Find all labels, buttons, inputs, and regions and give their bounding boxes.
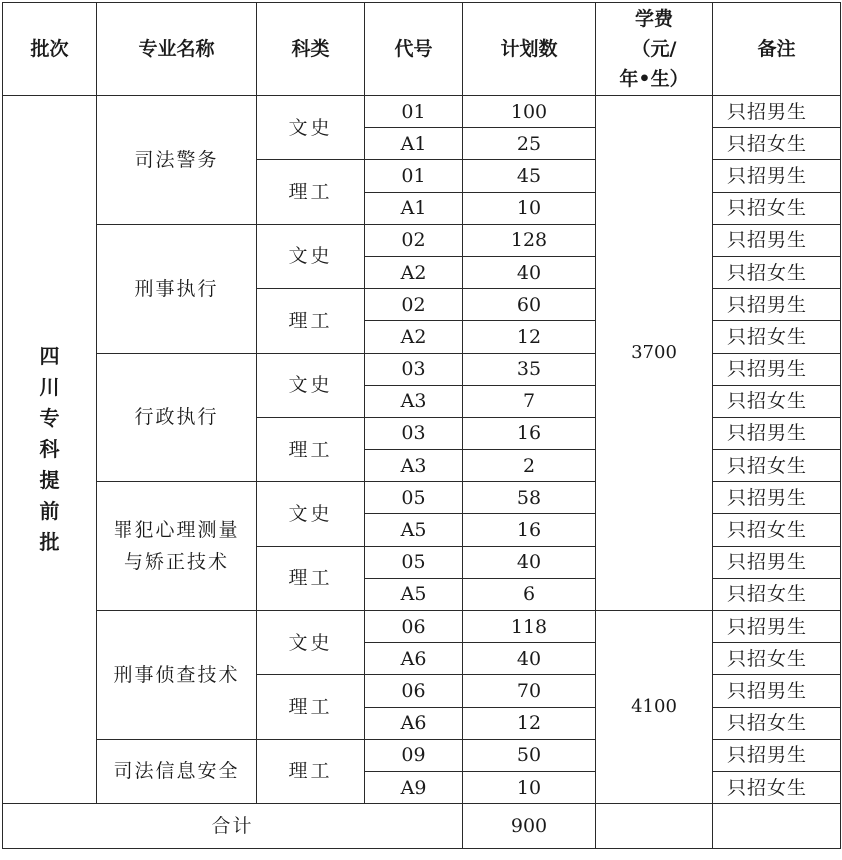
note-cell: 只招女生 bbox=[713, 514, 841, 546]
total-fee-empty bbox=[596, 804, 713, 849]
enrollment-plan-table bbox=[2, 2, 841, 849]
plan-cell: 128 bbox=[463, 224, 596, 256]
code-cell: A3 bbox=[365, 385, 463, 417]
major-name-cell bbox=[97, 353, 257, 482]
subject-cell: 理工 bbox=[257, 417, 365, 481]
code-cell: 02 bbox=[365, 224, 463, 256]
total-plan: 900 bbox=[463, 804, 596, 849]
table-row bbox=[3, 96, 841, 128]
note-cell: 只招女生 bbox=[713, 450, 841, 482]
header-plan: 计划数 bbox=[463, 3, 596, 96]
batch-cell bbox=[3, 96, 97, 804]
subject-cell: 理工 bbox=[257, 546, 365, 610]
major-name-line: 刑事执行 bbox=[134, 277, 219, 300]
note-cell: 只招男生 bbox=[713, 353, 841, 385]
major-name-line: 行政执行 bbox=[134, 406, 219, 429]
batch-name-char: 专 bbox=[39, 406, 60, 431]
major-name-line: 与矫正技术 bbox=[123, 551, 229, 574]
note-cell: 只招男生 bbox=[713, 482, 841, 514]
header-code: 代号 bbox=[365, 3, 463, 96]
batch-name-char: 前 bbox=[39, 499, 60, 524]
header-fee-line: 学费 bbox=[634, 8, 673, 30]
fee-cell: 3700 bbox=[596, 96, 713, 611]
code-cell: 03 bbox=[365, 353, 463, 385]
code-cell: 02 bbox=[365, 289, 463, 321]
note-cell: 只招女生 bbox=[713, 256, 841, 288]
plan-cell: 35 bbox=[463, 353, 596, 385]
code-cell: 05 bbox=[365, 482, 463, 514]
plan-cell: 60 bbox=[463, 289, 596, 321]
subject-cell: 理工 bbox=[257, 160, 365, 224]
major-name-cell bbox=[97, 739, 257, 803]
plan-cell: 12 bbox=[463, 707, 596, 739]
subject-cell: 文史 bbox=[257, 353, 365, 417]
batch-name-char: 提 bbox=[39, 468, 60, 493]
plan-cell: 6 bbox=[463, 578, 596, 610]
note-cell: 只招女生 bbox=[713, 578, 841, 610]
batch-name-char: 批 bbox=[39, 530, 60, 555]
note-cell: 只招女生 bbox=[713, 643, 841, 675]
note-cell: 只招女生 bbox=[713, 385, 841, 417]
note-cell: 只招男生 bbox=[713, 224, 841, 256]
code-cell: A3 bbox=[365, 450, 463, 482]
plan-cell: 50 bbox=[463, 739, 596, 771]
code-cell: A2 bbox=[365, 321, 463, 353]
code-cell: 09 bbox=[365, 739, 463, 771]
code-cell: A6 bbox=[365, 643, 463, 675]
major-name-cell bbox=[97, 482, 257, 611]
header-fee bbox=[596, 3, 713, 96]
header-note: 备注 bbox=[713, 3, 841, 96]
header-major: 专业名称 bbox=[97, 3, 257, 96]
plan-cell: 40 bbox=[463, 546, 596, 578]
plan-cell: 16 bbox=[463, 514, 596, 546]
plan-cell: 70 bbox=[463, 675, 596, 707]
note-cell: 只招男生 bbox=[713, 289, 841, 321]
subject-cell: 理工 bbox=[257, 289, 365, 353]
subject-cell: 文史 bbox=[257, 96, 365, 160]
note-cell: 只招男生 bbox=[713, 739, 841, 771]
total-note-empty bbox=[713, 804, 841, 849]
plan-cell: 118 bbox=[463, 611, 596, 643]
note-cell: 只招男生 bbox=[713, 611, 841, 643]
code-cell: 01 bbox=[365, 96, 463, 128]
table-row bbox=[3, 224, 841, 256]
subject-cell: 理工 bbox=[257, 739, 365, 803]
code-cell: 06 bbox=[365, 611, 463, 643]
batch-name-char: 四 bbox=[39, 344, 60, 369]
batch-name-char: 川 bbox=[39, 375, 60, 400]
plan-cell: 10 bbox=[463, 192, 596, 224]
table-row bbox=[3, 739, 841, 771]
plan-cell: 12 bbox=[463, 321, 596, 353]
note-cell: 只招男生 bbox=[713, 96, 841, 128]
plan-cell: 16 bbox=[463, 417, 596, 449]
subject-cell: 文史 bbox=[257, 224, 365, 288]
code-cell: A6 bbox=[365, 707, 463, 739]
header-fee-line: （元/ bbox=[631, 38, 677, 60]
plan-cell: 25 bbox=[463, 128, 596, 160]
major-name-line: 司法警务 bbox=[134, 148, 219, 171]
table-row bbox=[3, 353, 841, 385]
batch-name-char: 科 bbox=[39, 437, 60, 462]
note-cell: 只招女生 bbox=[713, 321, 841, 353]
note-cell: 只招女生 bbox=[713, 192, 841, 224]
header-fee-line: 年•生） bbox=[619, 68, 689, 90]
note-cell: 只招男生 bbox=[713, 675, 841, 707]
code-cell: A1 bbox=[365, 192, 463, 224]
subject-cell: 理工 bbox=[257, 675, 365, 739]
total-label: 合计 bbox=[3, 804, 463, 849]
subject-cell: 文史 bbox=[257, 482, 365, 546]
subject-cell: 文史 bbox=[257, 611, 365, 675]
plan-cell: 2 bbox=[463, 450, 596, 482]
major-name-cell bbox=[97, 96, 257, 225]
plan-cell: 58 bbox=[463, 482, 596, 514]
header-batch: 批次 bbox=[3, 3, 97, 96]
note-cell: 只招男生 bbox=[713, 160, 841, 192]
fee-cell: 4100 bbox=[596, 611, 713, 804]
code-cell: A1 bbox=[365, 128, 463, 160]
plan-cell: 7 bbox=[463, 385, 596, 417]
note-cell: 只招男生 bbox=[713, 546, 841, 578]
plan-cell: 45 bbox=[463, 160, 596, 192]
major-name-cell bbox=[97, 611, 257, 740]
header-subject: 科类 bbox=[257, 3, 365, 96]
code-cell: 01 bbox=[365, 160, 463, 192]
code-cell: 06 bbox=[365, 675, 463, 707]
code-cell: A2 bbox=[365, 256, 463, 288]
note-cell: 只招女生 bbox=[713, 771, 841, 803]
note-cell: 只招女生 bbox=[713, 128, 841, 160]
plan-cell: 40 bbox=[463, 256, 596, 288]
code-cell: 03 bbox=[365, 417, 463, 449]
code-cell: A9 bbox=[365, 771, 463, 803]
major-name-line: 罪犯心理测量 bbox=[113, 519, 240, 542]
note-cell: 只招女生 bbox=[713, 707, 841, 739]
plan-cell: 10 bbox=[463, 771, 596, 803]
header-row bbox=[3, 3, 841, 96]
plan-cell: 40 bbox=[463, 643, 596, 675]
major-name-line: 刑事侦查技术 bbox=[113, 663, 240, 686]
total-row bbox=[3, 804, 841, 849]
major-name-cell bbox=[97, 224, 257, 353]
table-row bbox=[3, 611, 841, 643]
code-cell: 05 bbox=[365, 546, 463, 578]
major-name-line: 司法信息安全 bbox=[113, 760, 240, 783]
code-cell: A5 bbox=[365, 578, 463, 610]
table-body bbox=[3, 96, 841, 849]
plan-cell: 100 bbox=[463, 96, 596, 128]
code-cell: A5 bbox=[365, 514, 463, 546]
table-row bbox=[3, 482, 841, 514]
note-cell: 只招男生 bbox=[713, 417, 841, 449]
